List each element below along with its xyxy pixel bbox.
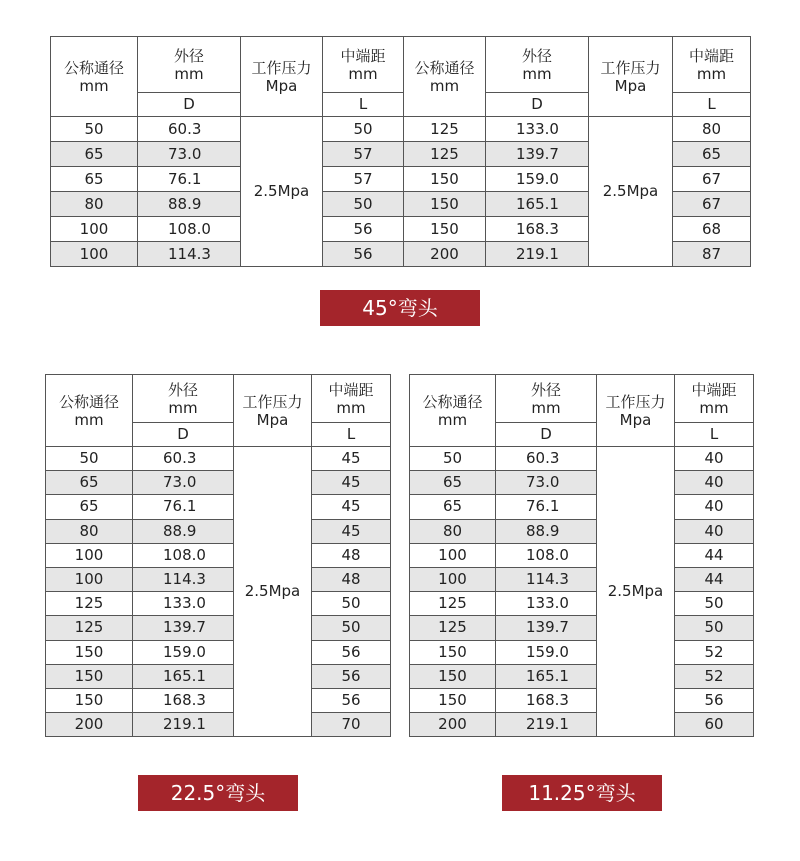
center-distance-cell: 80 xyxy=(673,117,751,142)
nominal-cell: 125 xyxy=(410,592,496,616)
center-distance-cell: 50 xyxy=(323,117,404,142)
nominal-cell: 80 xyxy=(410,519,496,543)
center-distance-cell: 56 xyxy=(312,664,391,688)
outer-diameter-cell: 219.1 xyxy=(486,242,589,267)
table-row xyxy=(46,519,391,543)
nominal-cell: 50 xyxy=(46,447,133,471)
outer-diameter-cell: 60.3 xyxy=(496,447,597,471)
nominal-cell: 50 xyxy=(51,117,138,142)
outer-diameter-cell: 88.9 xyxy=(138,192,241,217)
outer-diameter-cell: 114.3 xyxy=(133,567,234,591)
header-center-symbol: L xyxy=(675,423,754,447)
nominal-cell: 65 xyxy=(410,495,496,519)
table-row xyxy=(46,447,391,471)
nominal-cell: 150 xyxy=(410,688,496,712)
outer-diameter-cell: 76.1 xyxy=(496,495,597,519)
nominal-cell: 80 xyxy=(51,192,138,217)
center-distance-cell: 45 xyxy=(312,495,391,519)
center-distance-cell: 65 xyxy=(673,142,751,167)
center-distance-cell: 67 xyxy=(673,167,751,192)
outer-diameter-cell: 139.7 xyxy=(496,616,597,640)
outer-diameter-cell: 108.0 xyxy=(133,543,234,567)
header-nominal: 公称通径 mm xyxy=(404,37,486,117)
outer-diameter-cell: 133.0 xyxy=(496,592,597,616)
pressure-cell: 2.5Mpa xyxy=(589,117,673,267)
table-row xyxy=(410,616,754,640)
outer-diameter-cell: 159.0 xyxy=(496,640,597,664)
outer-diameter-cell: 60.3 xyxy=(133,447,234,471)
table-row xyxy=(46,616,391,640)
nominal-cell: 150 xyxy=(404,167,486,192)
center-distance-cell: 45 xyxy=(312,471,391,495)
outer-diameter-cell: 73.0 xyxy=(496,471,597,495)
elbow-45-caption: 45°弯头 xyxy=(320,290,480,326)
nominal-cell: 150 xyxy=(404,192,486,217)
outer-diameter-cell: 139.7 xyxy=(133,616,234,640)
center-distance-cell: 48 xyxy=(312,567,391,591)
outer-diameter-cell: 114.3 xyxy=(496,567,597,591)
nominal-cell: 50 xyxy=(410,447,496,471)
table-row xyxy=(46,688,391,712)
header-outer-symbol: D xyxy=(496,423,597,447)
outer-diameter-cell: 168.3 xyxy=(486,217,589,242)
center-distance-cell: 44 xyxy=(675,543,754,567)
outer-diameter-cell: 60.3 xyxy=(138,117,241,142)
outer-diameter-cell: 159.0 xyxy=(486,167,589,192)
nominal-cell: 150 xyxy=(404,217,486,242)
header-outer-symbol: D xyxy=(138,93,241,117)
header-center-symbol: L xyxy=(312,423,391,447)
outer-diameter-cell: 165.1 xyxy=(496,664,597,688)
nominal-cell: 125 xyxy=(404,142,486,167)
center-distance-cell: 40 xyxy=(675,471,754,495)
center-distance-cell: 67 xyxy=(673,192,751,217)
table-row xyxy=(410,495,754,519)
outer-diameter-cell: 114.3 xyxy=(138,242,241,267)
outer-diameter-cell: 159.0 xyxy=(133,640,234,664)
table-row xyxy=(410,543,754,567)
nominal-cell: 150 xyxy=(410,640,496,664)
nominal-cell: 125 xyxy=(46,616,133,640)
nominal-cell: 100 xyxy=(46,567,133,591)
nominal-cell: 100 xyxy=(410,543,496,567)
nominal-cell: 100 xyxy=(51,242,138,267)
center-distance-cell: 60 xyxy=(675,713,754,737)
header-pressure: 工作压力 Mpa xyxy=(241,37,323,117)
outer-diameter-cell: 108.0 xyxy=(138,217,241,242)
nominal-cell: 100 xyxy=(410,567,496,591)
table-row xyxy=(46,471,391,495)
center-distance-cell: 48 xyxy=(312,543,391,567)
elbow-22-5-caption: 22.5°弯头 xyxy=(138,775,298,811)
table-row xyxy=(46,713,391,737)
outer-diameter-cell: 133.0 xyxy=(133,592,234,616)
outer-diameter-cell: 219.1 xyxy=(496,713,597,737)
table-row xyxy=(410,713,754,737)
center-distance-cell: 45 xyxy=(312,447,391,471)
outer-diameter-cell: 88.9 xyxy=(496,519,597,543)
nominal-cell: 65 xyxy=(410,471,496,495)
nominal-cell: 150 xyxy=(46,688,133,712)
nominal-cell: 100 xyxy=(46,543,133,567)
center-distance-cell: 56 xyxy=(312,688,391,712)
elbow-11-25-table xyxy=(409,374,754,737)
nominal-cell: 65 xyxy=(51,167,138,192)
outer-diameter-cell: 165.1 xyxy=(133,664,234,688)
nominal-cell: 65 xyxy=(46,495,133,519)
table-row xyxy=(46,495,391,519)
nominal-cell: 65 xyxy=(46,471,133,495)
nominal-cell: 200 xyxy=(404,242,486,267)
outer-diameter-cell: 88.9 xyxy=(133,519,234,543)
header-center: 中端距 mm xyxy=(312,375,391,423)
center-distance-cell: 50 xyxy=(675,592,754,616)
nominal-cell: 100 xyxy=(51,217,138,242)
header-outer: 外径 mm xyxy=(138,37,241,93)
table-row xyxy=(410,640,754,664)
center-distance-cell: 45 xyxy=(312,519,391,543)
table-row xyxy=(46,543,391,567)
header-center: 中端距 mm xyxy=(323,37,404,93)
center-distance-cell: 87 xyxy=(673,242,751,267)
elbow-22-5-table xyxy=(45,374,391,737)
outer-diameter-cell: 168.3 xyxy=(496,688,597,712)
table-row xyxy=(410,471,754,495)
table-row xyxy=(51,117,751,142)
outer-diameter-cell: 73.0 xyxy=(138,142,241,167)
outer-diameter-cell: 168.3 xyxy=(133,688,234,712)
table-row xyxy=(410,688,754,712)
header-outer: 外径 mm xyxy=(496,375,597,423)
nominal-cell: 150 xyxy=(410,664,496,688)
table-row xyxy=(46,664,391,688)
center-distance-cell: 50 xyxy=(312,592,391,616)
elbow-11-25-caption: 11.25°弯头 xyxy=(502,775,662,811)
header-outer-symbol: D xyxy=(133,423,234,447)
center-distance-cell: 40 xyxy=(675,495,754,519)
outer-diameter-cell: 73.0 xyxy=(133,471,234,495)
pressure-cell: 2.5Mpa xyxy=(241,117,323,267)
pressure-cell: 2.5Mpa xyxy=(234,447,312,737)
center-distance-cell: 50 xyxy=(312,616,391,640)
outer-diameter-cell: 108.0 xyxy=(496,543,597,567)
center-distance-cell: 50 xyxy=(675,616,754,640)
nominal-cell: 150 xyxy=(46,640,133,664)
nominal-cell: 80 xyxy=(46,519,133,543)
center-distance-cell: 52 xyxy=(675,664,754,688)
center-distance-cell: 50 xyxy=(323,192,404,217)
header-center-symbol: L xyxy=(323,93,404,117)
table-row xyxy=(410,567,754,591)
center-distance-cell: 56 xyxy=(675,688,754,712)
table-row xyxy=(410,592,754,616)
header-pressure: 工作压力 Mpa xyxy=(589,37,673,117)
nominal-cell: 125 xyxy=(46,592,133,616)
header-nominal: 公称通径 mm xyxy=(410,375,496,447)
center-distance-cell: 40 xyxy=(675,447,754,471)
outer-diameter-cell: 139.7 xyxy=(486,142,589,167)
table-row xyxy=(410,664,754,688)
nominal-cell: 150 xyxy=(46,664,133,688)
center-distance-cell: 56 xyxy=(323,242,404,267)
outer-diameter-cell: 165.1 xyxy=(486,192,589,217)
header-outer: 外径 mm xyxy=(486,37,589,93)
nominal-cell: 65 xyxy=(51,142,138,167)
nominal-cell: 125 xyxy=(404,117,486,142)
header-nominal: 公称通径 mm xyxy=(46,375,133,447)
center-distance-cell: 57 xyxy=(323,167,404,192)
header-outer: 外径 mm xyxy=(133,375,234,423)
center-distance-cell: 44 xyxy=(675,567,754,591)
center-distance-cell: 56 xyxy=(323,217,404,242)
table-row xyxy=(410,519,754,543)
center-distance-cell: 56 xyxy=(312,640,391,664)
outer-diameter-cell: 76.1 xyxy=(133,495,234,519)
table-row xyxy=(410,447,754,471)
header-center: 中端距 mm xyxy=(673,37,751,93)
header-center-symbol: L xyxy=(673,93,751,117)
nominal-cell: 125 xyxy=(410,616,496,640)
header-pressure: 工作压力 Mpa xyxy=(597,375,675,447)
nominal-cell: 200 xyxy=(46,713,133,737)
header-center: 中端距 mm xyxy=(675,375,754,423)
center-distance-cell: 40 xyxy=(675,519,754,543)
pressure-cell: 2.5Mpa xyxy=(597,447,675,737)
center-distance-cell: 57 xyxy=(323,142,404,167)
table-row xyxy=(46,592,391,616)
outer-diameter-cell: 76.1 xyxy=(138,167,241,192)
elbow-45-table xyxy=(50,36,751,267)
center-distance-cell: 68 xyxy=(673,217,751,242)
outer-diameter-cell: 133.0 xyxy=(486,117,589,142)
table-row xyxy=(46,640,391,664)
table-row xyxy=(46,567,391,591)
outer-diameter-cell: 219.1 xyxy=(133,713,234,737)
nominal-cell: 200 xyxy=(410,713,496,737)
header-nominal: 公称通径 mm xyxy=(51,37,138,117)
header-outer-symbol: D xyxy=(486,93,589,117)
center-distance-cell: 70 xyxy=(312,713,391,737)
header-pressure: 工作压力 Mpa xyxy=(234,375,312,447)
center-distance-cell: 52 xyxy=(675,640,754,664)
